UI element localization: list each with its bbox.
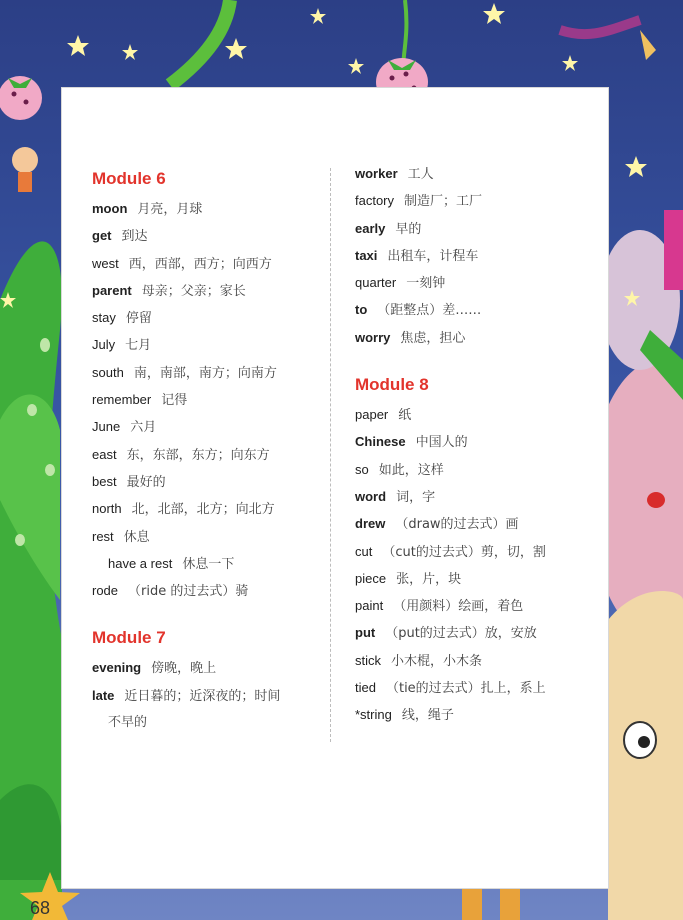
vocab-meaning: 傍晚，晚上 <box>151 661 217 677</box>
vocab-entry <box>355 674 595 701</box>
vocab-word: east <box>92 446 117 462</box>
vocab-word: best <box>92 473 117 489</box>
vocab-word: paper <box>355 407 389 423</box>
vocab-meaning: （put的过去式）放，安放 <box>385 626 537 642</box>
vocab-meaning: 制造厂；工厂 <box>404 194 483 210</box>
vocab-entry <box>92 550 322 577</box>
vocab-entry <box>92 304 322 331</box>
vocab-word: rest <box>92 528 114 544</box>
vocab-word: early <box>355 220 386 236</box>
vocab-word: south <box>92 364 124 380</box>
vocab-meaning: （tie的过去式）扎上，系上 <box>385 681 546 697</box>
left-column <box>92 160 322 736</box>
vocab-entry <box>92 523 322 550</box>
vocab-word: to <box>355 302 368 318</box>
vocab-entry <box>355 160 595 187</box>
ladybug-icon <box>647 492 665 508</box>
vocab-meaning: 如此，这样 <box>378 462 444 478</box>
vocab-word: have a rest <box>108 555 173 571</box>
vocab-entry <box>92 441 322 468</box>
vocab-meaning: 线，绳子 <box>401 708 454 724</box>
vocab-word: taxi <box>355 247 378 263</box>
vocab-meaning: 张，片，块 <box>396 571 462 587</box>
vocab-entry <box>355 456 595 483</box>
vocab-meaning: 母亲；父亲；家长 <box>141 283 246 299</box>
vocab-meaning: 六月 <box>130 420 157 436</box>
vocab-entry <box>92 709 322 736</box>
vocab-entry <box>355 510 595 537</box>
vocab-word: tied <box>355 680 376 696</box>
vocab-entry <box>355 619 595 646</box>
vocab-entry <box>355 269 595 296</box>
vocab-word: worker <box>355 166 398 181</box>
vocab-meaning: 停留 <box>125 311 152 327</box>
vocab-entry <box>355 324 595 351</box>
vocab-entry <box>92 277 322 304</box>
vocab-meaning: 词，字 <box>396 489 436 505</box>
vocab-word: get <box>92 228 112 244</box>
vocab-entry <box>355 428 595 455</box>
vocab-meaning: 七月 <box>125 338 152 354</box>
vocab-word: June <box>92 419 121 435</box>
vocab-entry <box>355 483 595 510</box>
boy-head <box>12 147 38 173</box>
vocab-entry <box>355 592 595 619</box>
vocab-word: so <box>355 461 369 477</box>
vocab-meaning: （用颜料）绘画，着色 <box>393 599 524 615</box>
vocab-entry <box>92 222 322 249</box>
vocab-meaning: 记得 <box>161 393 188 409</box>
column-divider <box>330 168 331 742</box>
vocab-word: July <box>92 337 116 353</box>
vocab-entry <box>92 468 322 495</box>
vocab-entry <box>355 565 595 592</box>
vocab-word: paint <box>355 598 384 614</box>
vocab-meaning: 南，南部，南方；向南方 <box>133 365 277 381</box>
vocab-entry <box>92 386 322 413</box>
page-number: 68 <box>30 898 51 918</box>
vocab-meaning: 休息 <box>123 529 150 545</box>
vocab-word: factory <box>355 193 395 209</box>
vocab-entry <box>92 331 322 358</box>
vocab-meaning: 不早的 <box>108 715 148 731</box>
vocab-meaning: （距整点）差…… <box>377 303 482 319</box>
vocab-meaning: 到达 <box>121 229 148 245</box>
vocab-word: north <box>92 501 122 517</box>
module-heading: Module 7 <box>92 628 166 648</box>
vocab-meaning: 休息一下 <box>182 556 235 572</box>
vocab-meaning: 小木棍，小木条 <box>391 653 483 669</box>
vocab-meaning: 工人 <box>407 167 434 182</box>
vocab-meaning: （draw的过去式）画 <box>395 517 519 533</box>
vocab-entry <box>355 538 595 565</box>
vocab-entry <box>92 495 322 522</box>
vocab-entry <box>92 654 322 681</box>
vocab-meaning: 北，北部，北方；向北方 <box>131 502 275 518</box>
vocab-meaning: （cut的过去式）剪，切，割 <box>382 544 546 560</box>
vocab-meaning: 纸 <box>398 408 412 424</box>
vocab-word: stay <box>92 310 116 326</box>
vocab-entry <box>355 242 595 269</box>
vocab-entry <box>355 401 595 428</box>
vocab-word: moon <box>92 201 128 216</box>
vocab-meaning: 东，东部，东方；向东方 <box>126 447 270 463</box>
vocab-meaning: 早的 <box>395 221 422 237</box>
vocab-word: west <box>92 255 119 271</box>
vocab-meaning: 出租车，计程车 <box>387 248 479 264</box>
vocab-word: stick <box>355 652 381 668</box>
vocab-word: worry <box>355 329 391 345</box>
vocab-entry <box>92 195 322 222</box>
vocab-entry <box>355 187 595 214</box>
vocab-word: parent <box>92 282 132 298</box>
module-heading: Module 6 <box>92 169 166 188</box>
vocab-word: *string <box>355 707 392 723</box>
vocab-meaning: 最好的 <box>126 474 166 490</box>
vocab-meaning: 月亮，月球 <box>137 202 203 217</box>
vocab-word: rode <box>92 583 119 599</box>
vocab-word: quarter <box>355 275 397 291</box>
strawberry-icon <box>0 76 42 120</box>
vocab-entry <box>92 250 322 277</box>
vocab-entry <box>355 647 595 674</box>
vocab-entry <box>92 577 322 604</box>
vocab-meaning: 一刻钟 <box>406 276 446 292</box>
vocab-meaning: 焦虑，担心 <box>400 330 466 346</box>
vocab-word: put <box>355 625 376 641</box>
vocab-meaning: （ride 的过去式）骑 <box>128 584 249 600</box>
vocab-meaning: 西，西部，西方；向西方 <box>128 256 272 272</box>
vocab-entry <box>92 682 322 709</box>
vocab-word: word <box>355 488 387 504</box>
vocab-word: late <box>92 687 115 703</box>
vocab-entry <box>355 215 595 242</box>
module-heading: Module 8 <box>355 375 429 395</box>
vocab-word: Chinese <box>355 434 406 450</box>
scissors-handle-icon <box>664 210 683 290</box>
vocab-entry <box>92 413 322 440</box>
vocab-meaning: 近日暮的；近深夜的；时间 <box>124 688 281 704</box>
vocab-word: drew <box>355 516 386 532</box>
vocab-word: piece <box>355 570 387 586</box>
vocab-meaning: 中国人的 <box>415 435 468 451</box>
right-column <box>355 160 595 729</box>
vocab-word: remember <box>92 392 152 408</box>
vocab-entry <box>355 296 595 323</box>
vocab-entry <box>355 701 595 728</box>
vocab-word: evening <box>92 660 142 676</box>
vocab-entry <box>92 359 322 386</box>
vocab-word: cut <box>355 543 373 559</box>
